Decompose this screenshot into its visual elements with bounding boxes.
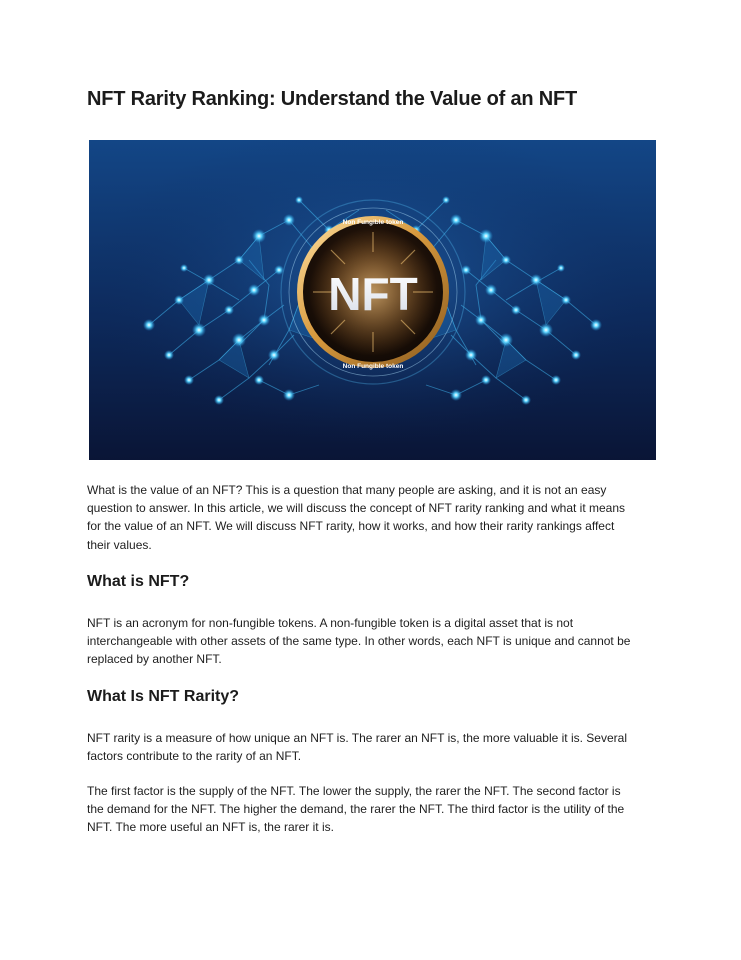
- badge-text: NFT: [328, 268, 418, 320]
- section-heading-nft-rarity: What Is NFT Rarity?: [87, 688, 240, 705]
- ring-top-text: Non Fungible token: [342, 219, 404, 226]
- intro-paragraph: What is the value of an NFT? This is a question that many people are asking, and it is not an easy question to answer. In this article, we will discuss the concept of NFT rarity ranking and what it means for the value of an NFT. We will discuss NFT rarity, how it works, and how their rarity rankings affect their values.: [87, 483, 626, 552]
- section-heading-what-is-nft: What is NFT?: [87, 573, 190, 590]
- ring-bottom-text: Non Fungible token: [342, 363, 404, 370]
- nft-illustration: [89, 140, 656, 460]
- article-title: NFT Rarity Ranking: Understand the Value of an NFT: [87, 88, 578, 110]
- hero-image: [89, 140, 656, 460]
- nft-rarity-paragraph-1: NFT rarity is a measure of how unique an NFT is. The rarer an NFT is, the more valuable it is. Several factors contribute to the rarity of an NFT.: [87, 731, 627, 764]
- nft-rarity-paragraph-2: The first factor is the supply of the NFT. The lower the supply, the rarer the NFT. The second factor is the demand for the NFT. The higher the demand, the rarer the NFT. The third factor is the utility of the NFT. The more useful an NFT is, the rarer it is.: [87, 784, 625, 835]
- what-is-nft-paragraph: NFT is an acronym for non-fungible tokens. A non-fungible token is a digital asset that is not interchangeable with other assets of the same type. In other words, each NFT is unique and cannot be replaced by another NFT.: [87, 616, 631, 667]
